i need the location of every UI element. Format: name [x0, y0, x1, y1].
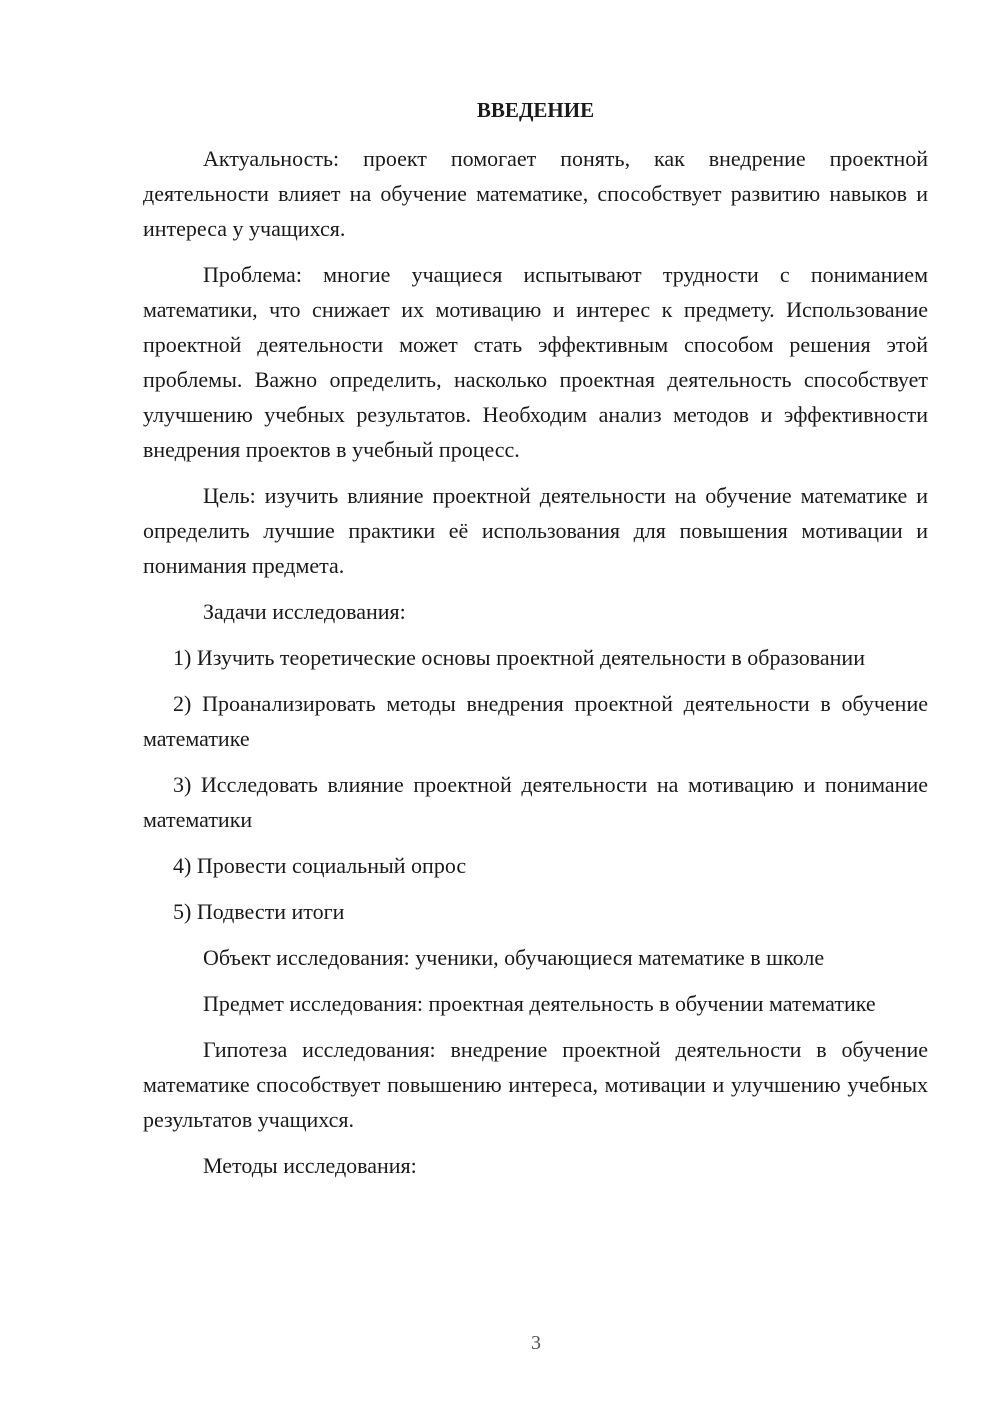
- page-title: ВВЕДЕНИЕ: [476, 98, 595, 122]
- task-item-1: 1) Изучить теоретические основы проектной деятельности в образовании: [173, 645, 865, 670]
- task-item-2: 2) Проанализировать методы внедрения проектной деятельности в обучение математике: [143, 691, 928, 751]
- task-item-3: 3) Исследовать влияние проектной деятельности на мотивацию и понимание математики: [143, 772, 928, 832]
- paragraph-hypothesis: Гипотеза исследования: внедрение проектной деятельности в обучение математике способствует повышению интереса, мотивации и улучшению учебных результатов учащихся.: [143, 1037, 928, 1132]
- methods-heading: Методы исследования:: [203, 1153, 417, 1178]
- paragraph-subject: Предмет исследования: проектная деятельность в обучении математике: [203, 991, 876, 1016]
- paragraph-relevance: Актуальность: проект помогает понять, как внедрение проектной деятельности влияет на обучение математике, способствует развитию навыков и интереса у учащихся.: [143, 146, 928, 241]
- page-number: 3: [531, 1332, 541, 1354]
- task-item-4: 4) Провести социальный опрос: [173, 853, 467, 878]
- page-content: [143, 93, 928, 1194]
- paragraph-goal: Цель: изучить влияние проектной деятельности на обучение математике и определить лучшие практики её использования для повышения мотивации и понимания предмета.: [143, 483, 928, 578]
- paragraph-problem: Проблема: многие учащиеся испытывают трудности с пониманием математики, что снижает их мотивацию и интерес к предмету. Использование проектной деятельности может стать эффективным способом решения этой проблемы. Важно определить, насколько проектная деятельность способствует улучшению учебных результатов. Необходим анализ методов и эффективности внедрения проектов в учебный процесс.: [143, 262, 928, 462]
- task-item-5: 5) Подвести итоги: [173, 899, 345, 924]
- tasks-heading: Задачи исследования:: [203, 599, 406, 624]
- paragraph-object: Объект исследования: ученики, обучающиеся математике в школе: [203, 945, 825, 970]
